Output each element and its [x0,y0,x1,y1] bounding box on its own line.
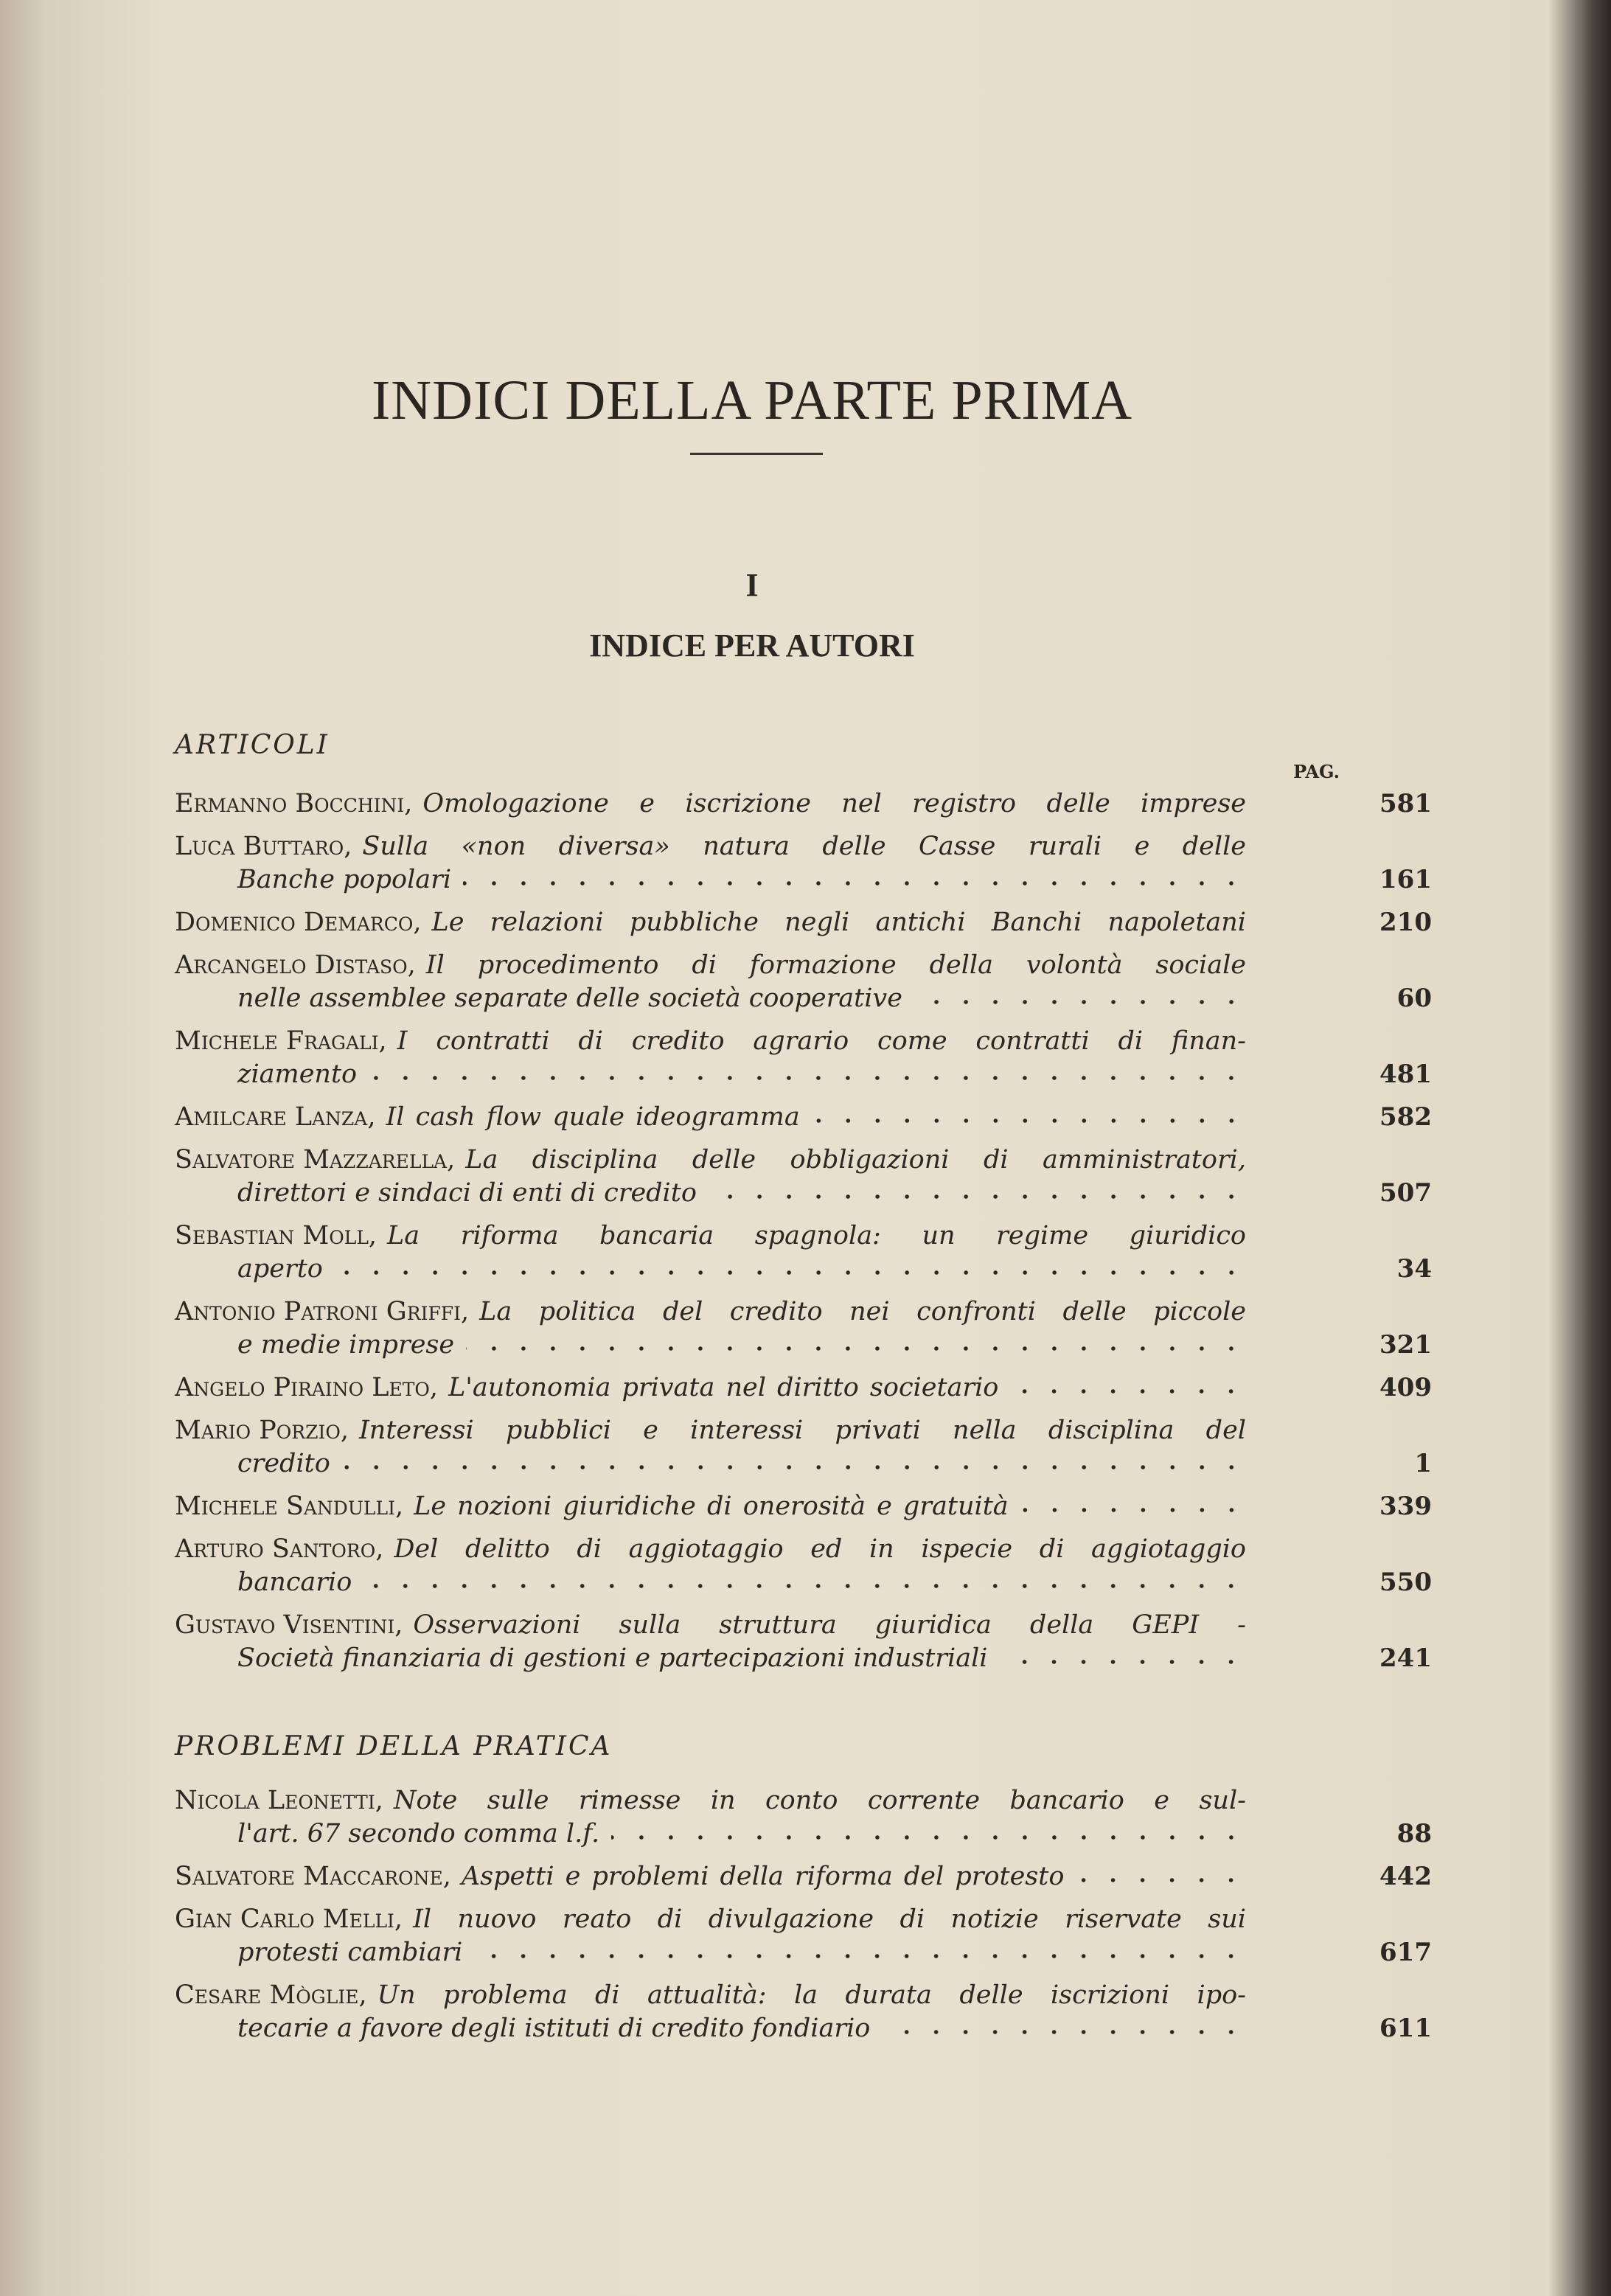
dot-leader [1076,1876,1246,1885]
entry-title-continued: tecarie a favore degli istituti di credito fondiario [237,2014,871,2043]
entry-title: Sulla «non diversa» natura delle Casse rurali e delle [362,832,1246,861]
entry-page-number: 34 [1396,1254,1432,1284]
entry-page-number: 241 [1379,1643,1432,1673]
entry-title-continued: Società finanziaria di gestioni e partecipazioni industriali [237,1643,988,1673]
entry-author: Nicola Leonetti, [175,1786,383,1815]
entry-title-continued: l'art. 67 secondo comma l.f. [237,1819,600,1848]
entry-author: Arturo Santoro, [175,1534,384,1564]
entry-page-number: 582 [1379,1102,1432,1132]
entry-author: Amilcare Lanza, [175,1102,376,1132]
entry-title: L'autonomia privata nel diritto societario [448,1373,999,1402]
entry-title: Il cash flow quale ideogramma [386,1102,800,1132]
entry-title-continued: protesti cambiari [237,1938,463,1967]
index-entry [175,906,1432,939]
entry-page-number: 481 [1379,1060,1432,1089]
entry-title: Del delitto di aggiotaggio ed in ispecie di aggiotaggio [394,1534,1246,1564]
index-entry [175,830,1432,897]
section-heading: PROBLEMI DELLA PRATICA [175,1731,613,1761]
entry-author: Ermanno Bocchini, [175,789,413,818]
entry-author: Sebastian Moll, [175,1221,377,1250]
index-entry [175,1220,1432,1286]
entry-line [175,1144,1246,1177]
entry-line [175,1025,1246,1058]
dot-leader [999,1657,1246,1666]
dot-leader [363,1582,1246,1590]
pag-label: PAG. [1293,761,1340,782]
entry-line [175,1860,1246,1893]
entry-page-number: 321 [1379,1330,1432,1360]
entry-author: Michele Sandulli, [175,1492,404,1521]
entry-line [175,1817,1246,1851]
dot-leader [812,1116,1246,1125]
entry-line [175,1177,1246,1210]
entry-line [175,1936,1246,1969]
entry-author: Michele Fragali, [175,1026,387,1056]
entry-title: Le relazioni pubbliche negli antichi Banchi napoletani [431,908,1246,937]
entry-line [175,1058,1246,1091]
entry-title-continued: nelle assemblee separate delle società cooperative [237,984,902,1013]
index-entry [175,1101,1432,1134]
entry-title: La politica del credito nei confronti delle piccole [479,1297,1246,1326]
entry-page-number: 617 [1379,1938,1432,1967]
entry-line [175,906,1246,939]
entry-page-number: 409 [1379,1373,1432,1402]
entry-title-continued: Banche popolari [237,865,452,894]
title-rule [690,453,823,455]
section-number: I [745,567,759,603]
entry-line [175,982,1246,1015]
entry-title: La disciplina delle obbligazioni di amministratori, [465,1145,1246,1175]
dot-leader [342,1463,1246,1472]
entry-title: Interessi pubblici e interessi privati nella disciplina del [358,1416,1246,1445]
entry-author: Gian Carlo Melli, [175,1904,403,1934]
index-entry [175,1784,1432,1851]
entry-title: La riforma bancaria spagnola: un regime giuridico [387,1221,1246,1250]
entry-author: Domenico Demarco, [175,908,422,937]
page-title: INDICI DELLA PARTE PRIMA [371,369,1133,431]
entry-page-number: 210 [1379,908,1432,937]
entry-title: Aspetti e problemi della riforma del protesto [461,1862,1065,1891]
entry-title-continued: bancario [237,1568,352,1597]
index-entry [175,1414,1432,1481]
entry-page-number: 581 [1379,789,1432,818]
entry-title: Il nuovo reato di divulgazione di notizie riservate sui [413,1904,1246,1934]
entry-line [175,1903,1246,1936]
index-entry [175,1295,1432,1362]
entry-line [175,949,1246,982]
entry-line [175,1566,1246,1599]
entry-title: Osservazioni sulla struttura giuridica della GEPI - [413,1610,1246,1640]
entry-author: Mario Porzio, [175,1416,349,1445]
dot-leader [335,1268,1246,1277]
entry-line [175,1490,1246,1523]
dot-leader [463,879,1246,888]
entry-author: Gustavo Visentini, [175,1610,403,1640]
entry-title-continued: aperto [237,1254,323,1284]
entry-author: Antonio Patroni Griffi, [175,1297,470,1326]
dot-leader [1010,1387,1246,1396]
entry-line [175,1101,1246,1134]
entry-line [175,1784,1246,1817]
entry-title-continued: direttori e sindaci di enti di credito [237,1178,697,1208]
index-entry [175,1979,1432,2045]
section-articoli [175,730,1432,1685]
entry-author: Angelo Piraino Leto, [175,1373,439,1402]
entry-author: Luca Buttaro, [175,832,352,861]
entry-line [175,1295,1246,1329]
entry-line [175,1414,1246,1447]
entry-title: Il procedimento di formazione della volontà sociale [425,950,1246,980]
entry-author: Salvatore Mazzarella, [175,1145,456,1175]
entry-line [175,1609,1246,1642]
entry-author: Salvatore Maccarone, [175,1862,451,1891]
entry-page-number: 507 [1379,1178,1432,1208]
entry-line [175,787,1246,821]
dot-leader [466,1344,1246,1353]
index-entry [175,1609,1432,1675]
entry-line [175,1253,1246,1286]
entry-page-number: 161 [1379,865,1432,894]
index-entry [175,787,1432,821]
entry-title: Un problema di attualità: la durata delle iscrizioni ipo- [377,1980,1246,2010]
entry-list [175,787,1432,1675]
index-entry [175,1371,1432,1405]
entry-title-continued: credito [237,1449,330,1478]
entry-title-continued: ziamento [237,1060,358,1089]
entry-line [175,863,1246,897]
index-entry [175,1533,1432,1599]
entry-title: I contratti di credito agrario come contratti di finan- [397,1026,1246,1056]
entry-page-number: 339 [1379,1492,1432,1521]
entry-page-number: 550 [1379,1568,1432,1597]
entry-title: Note sulle rimesse in conto corrente bancario e sul- [393,1786,1246,1815]
dot-leader [474,1952,1246,1961]
entry-title: Omologazione e iscrizione nel registro delle imprese [422,789,1246,818]
entry-line [175,1979,1246,2012]
index-entry [175,1144,1432,1210]
dot-leader [882,2028,1246,2036]
index-entry [175,1903,1432,1969]
dot-leader [914,998,1246,1006]
entry-author: Cesare Mòglie, [175,1980,367,2010]
entry-line [175,1220,1246,1253]
entry-page-number: 60 [1396,984,1432,1013]
dot-leader [709,1192,1246,1201]
entry-line [175,1533,1246,1566]
index-entry [175,1025,1432,1091]
entry-page-number: 611 [1379,2014,1432,2043]
entry-page-number: 88 [1396,1819,1432,1848]
section-heading: ARTICOLI [175,730,330,760]
entry-line [175,1642,1246,1675]
section-problemi-della-pratica [175,1731,1432,2055]
entry-line [175,1447,1246,1481]
entry-page-number: 1 [1414,1449,1432,1478]
entry-title-continued: e medie imprese [237,1330,455,1360]
index-subtitle: INDICE PER AUTORI [589,627,915,664]
entry-line [175,1329,1246,1362]
entry-line [175,2012,1246,2045]
entry-title: Le nozioni giuridiche di onerosità e gratuità [414,1492,1009,1521]
entry-page-number: 442 [1379,1862,1432,1891]
index-entry [175,1490,1432,1523]
entry-line [175,830,1246,863]
entry-list [175,1784,1432,2045]
entry-author: Arcangelo Distaso, [175,950,416,980]
index-entry [175,1860,1432,1893]
index-entry [175,949,1432,1015]
dot-leader [369,1074,1246,1082]
dot-leader [1020,1506,1246,1514]
entry-line [175,1371,1246,1405]
dot-leader [611,1833,1246,1842]
